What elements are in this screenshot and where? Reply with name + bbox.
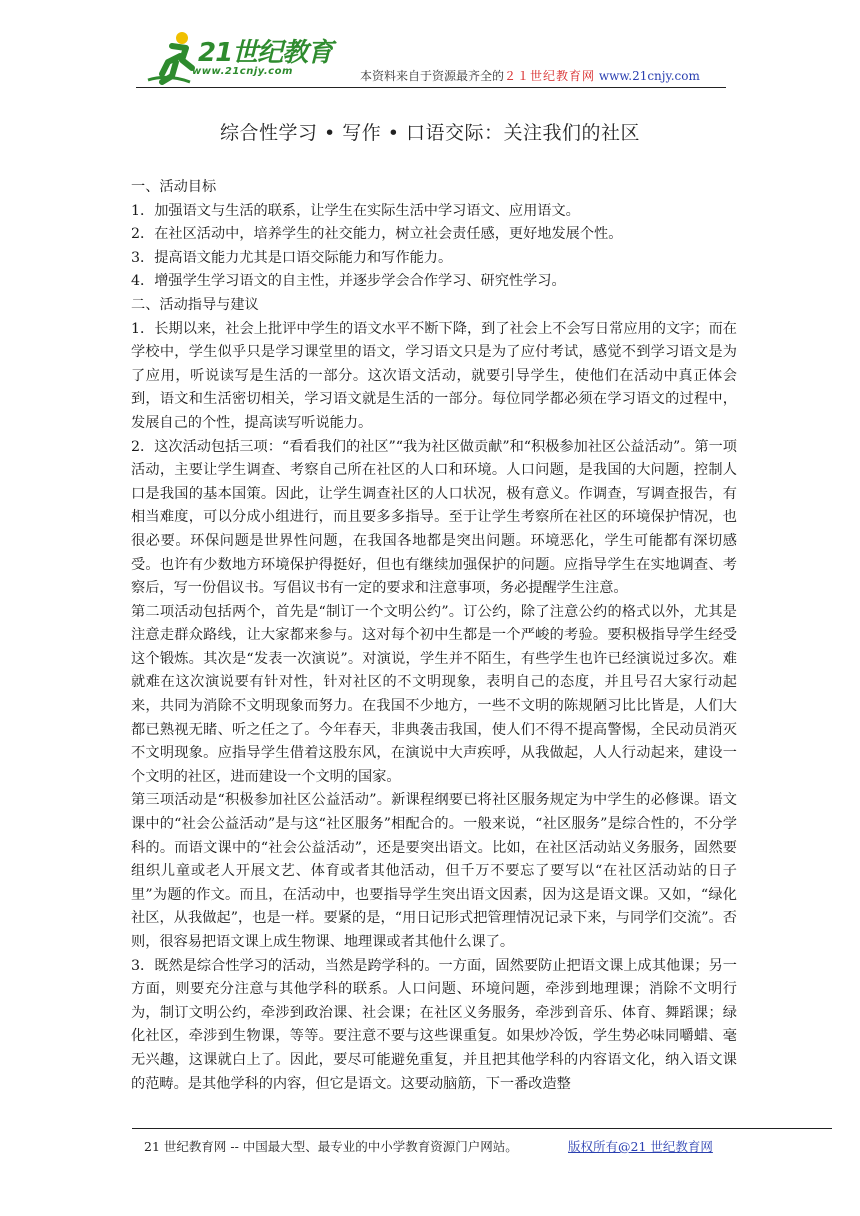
runner-logo-icon [142,28,202,88]
header-divider [136,87,726,88]
header-note-site-link[interactable]: ２１世纪教育网 [504,69,596,83]
paragraph: 2．这次活动包括三项：“看看我们的社区”“我为社区做贡献”和“积极参加社区公益活动”。第一项活动，主要让学生调查、考察自己所在社区的人口和环境。人口问题，是我国的大问题，控制人口是我国的基本国策。因此，让学生调查社区的人口状况，极有意义。作调查，写调查报告，有相当难度，可以分成小组进行，而且要多多指导。至于让学生考察所在社区的环境保护情况，也很必要。环保问题是世界性问题，在我国各地都是突出问题。环境恶化，学生可能都有深切感受。也许有少数地方环境保护得挺好，但也有继续加强保护的问题。应指导学生在实地调查、考察后，写一份倡议书。写倡议书有一定的要求和注意事项，务必提醒学生注意。 [131,438,737,597]
section-heading: 一、活动目标 [131,179,217,195]
list-item: 4．增强学生学习语文的自主性，并逐步学会合作学习、研究性学习。 [131,273,566,290]
logo-text: 21世纪教育 [198,38,333,68]
paragraph: 3．既然是综合性学习的活动，当然是跨学科的。一方面，固然要防止把语文课上成其他课；另一方面，则要充分注意与其他学科的联系。人口问题、环境问题，牵涉到地理课；消除不文明行为，制订文明公约，牵涉到政治课、社会课；在社区义务服务，牵涉到音乐、体育、舞蹈课；绿化社区，牵涉到生物课，等等。要注意不要与这些课重复。如果炒冷饭，学生势必味同嚼蜡、毫无兴趣，这课就白上了。因此，要尽可能避免重复，并且把其他学科的内容语文化，纳入语文课的范畴。是其他学科的内容，但它是语文。这要动脑筋，下一番改造整 [131,957,737,1092]
list-item: 2．在社区活动中，培养学生的社交能力，树立社会责任感，更好地发展个性。 [131,226,623,243]
logo-url: www.21cnjy.com [192,66,293,77]
site-logo[interactable] [142,28,342,90]
header-source-note [360,67,700,84]
footer-divider [132,1128,832,1129]
document-title: 综合性学习 • 写作 • 口语交际：关注我们的社区 [219,122,641,144]
header-note-prefix: 本资料来自于资源最齐全的 [360,69,505,83]
document-body [131,176,737,1096]
footer-text: 21 世纪教育网 -- 中国最大型、最专业的中小学教育资源门户网站。 [144,1139,518,1154]
paragraph: 第三项活动是“积极参加社区公益活动”。新课程纲要已将社区服务规定为中学生的必修课。语文课中的“社会公益活动”是与这“社区服务”相配合的。一般来说，“社区服务”是综合性的，不分学科的。而语文课中的“社会公益活动”，还是要突出语文。比如，在社区活动站义务服务，固然要组织儿童或老人开展文艺、体育或者其他活动，但千万不要忘了要写以“在社区活动站的日子里”为题的作文。而且，在活动中，也要指导学生突出语文因素，因为这是语文课。又如，“绿化社区，从我做起”，也是一样。要紧的是，“用日记形式把管理情况记录下来，与同学们交流”。否则，很容易把语文课上成生物课、地理课或者其他什么课了。 [131,792,737,950]
header-note-url-link[interactable]: www.21cnjy.com [598,69,700,83]
list-item: 3．提高语文能力尤其是口语交际能力和写作能力。 [131,249,453,266]
paragraph: 1．长期以来，社会上批评中学生的语文水平不断下降，到了社会上不会写日常应用的文字；而在学校中，学生似乎只是学习课堂里的语文，学习语文只是为了应付考试，感觉不到学习语文是为了应用，听说读写是生活的一部分。这次语文活动，就要引导学生，使他们在活动中真正体会到，语文和生活密切相关，学习语文就是生活的一部分。每位同学都必须在学习语文的过程中，发展自己的个性，提高读写听说能力。 [131,320,737,431]
page-header [0,0,860,100]
list-item: 1．加强语文与生活的联系，让学生在实际生活中学习语文、应用语文。 [131,202,580,219]
footer-copyright-link[interactable]: 版权所有@21 世纪教育网 [568,1139,713,1154]
section-heading: 二、活动指导与建议 [131,296,259,313]
paragraph: 第二项活动包括两个，首先是“制订一个文明公约”。订公约，除了注意公约的格式以外，尤其是注意走群众路线，让大家都来参与。这对每个初中生都是一个严峻的考验。要积极指导学生经受这个锻炼。其次是“发表一次演说”。对演说，学生并不陌生，有些学生也许已经演说过多次。难就难在这次演说要有针对性，针对社区的不文明现象，表明自己的态度，并且号召大家行动起来，共同为消除不文明现象而努力。在我国不少地方，一些不文明的陈规陋习比比皆是，人们大都已熟视无睹、听之任之了。今年春天，非典袭击我国，使人们不得不提高警惕，全民动员消灭不文明现象。应指导学生借着这股东风，在演说中大声疾呼，从我做起，人人行动起来，建设一个文明的社区，进而建设一个文明的国家。 [131,603,737,785]
